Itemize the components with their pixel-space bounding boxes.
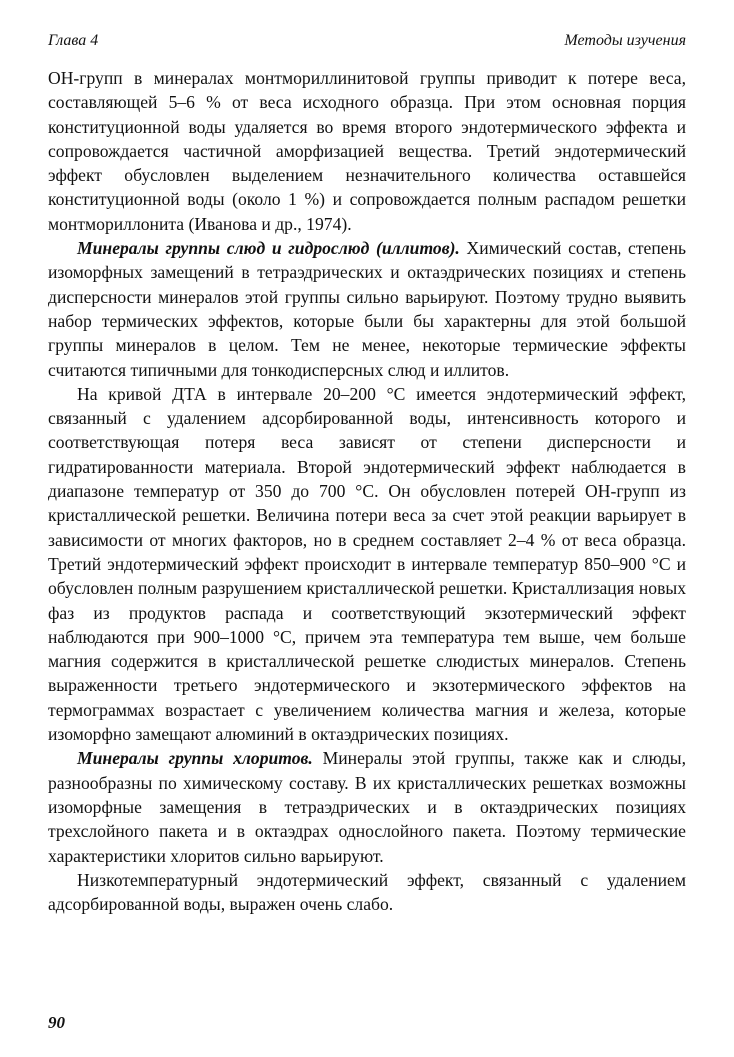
section-heading-micas: Минералы группы слюд и гидрослюд (иллитов).: [77, 238, 460, 259]
section-title: Методы изучения: [564, 32, 686, 49]
paragraph-1-text: ОН-групп в минералах монтмориллинитовой группы приводит к потере веса, составляющей 5–6 % от веса исходного образца. При этом основная порция конституционной воды удаляется во время второго эндотермического эффекта и сопровождается частичной аморфизацией вещества. Третий эндотермический эффект обусловлен выделением незначительного количества оставшейся конституционной воды (около 1 %) и сопровождается полным распадом решетки монтмориллонита (Иванова и др., 1974).: [48, 68, 686, 234]
chapter-title: Глава 4: [48, 32, 99, 49]
paragraph-2: [48, 236, 686, 382]
section-heading-chlorites: Минералы группы хлоритов.: [77, 748, 313, 769]
body-text: [48, 66, 686, 916]
paragraph-5-text: Низкотемпературный эндотермический эффект, связанный с удалением адсорбированной воды, выражен очень слабо.: [48, 869, 686, 915]
running-head: [48, 30, 686, 52]
page-number: 90: [48, 1013, 65, 1032]
paragraph-4: [48, 746, 686, 867]
paragraph-3-text: На кривой ДТА в интервале 20–200 °С имеется эндотермический эффект, связанный с удалением адсорбированной воды, интенсивность которого и соответствующая потеря веса зависят от степени дисперсности и гидратированности материала. Второй эндотермический эффект наблюдается в диапазоне температур от 350 до 700 °С. Он обусловлен потерей ОН-групп из кристаллической решетки. Величина потери веса за счет этой реакции варьирует в зависимости от многих факторов, но в среднем составляет 2–4 % от веса образца. Третий эндотермический эффект происходит в интервале температур 850–900 °С и обусловлен полным разрушением кристаллической решетки. Кристаллизация новых фаз из продуктов распада и соответствующий экзотермический эффект наблюдаются при 900–1000 °С, причем эта температура тем выше, чем больше магния содержится в кристаллической решетке слюдистых минералов. Степень выраженности третьего эндотермического и экзотермического эффектов на термограммах возрастает с увеличением количества магния и железа, которые изоморфно замещают алюминий в октаэдрических позициях.: [48, 383, 686, 745]
paragraph-2-text: Химический состав, степень изоморфных замещений в тетраэдрических и октаэдрических позициях и степень дисперсности минералов этой группы сильно варьируют. Поэтому трудно выявить набор термических эффектов, которые были бы характерны для этой большой группы минералов в целом. Тем не менее, некоторые термические эффекты считаются типичными для тонкодисперсных слюд и иллитов.: [48, 238, 687, 380]
paragraph-4-text: Минералы этой группы, также как и слюды, разнообразны по химическому составу. В их кристаллических решетках возможны изоморфные замещения в тетраэдрических и в октаэдрических позициях трехслойного пакета и в октаэдрах однослойного пакета. Поэтому термические характеристики хлоритов сильно варьируют.: [48, 748, 686, 866]
paragraph-1: [48, 66, 686, 236]
paragraph-5: [48, 868, 686, 917]
paragraph-3: [48, 382, 686, 746]
